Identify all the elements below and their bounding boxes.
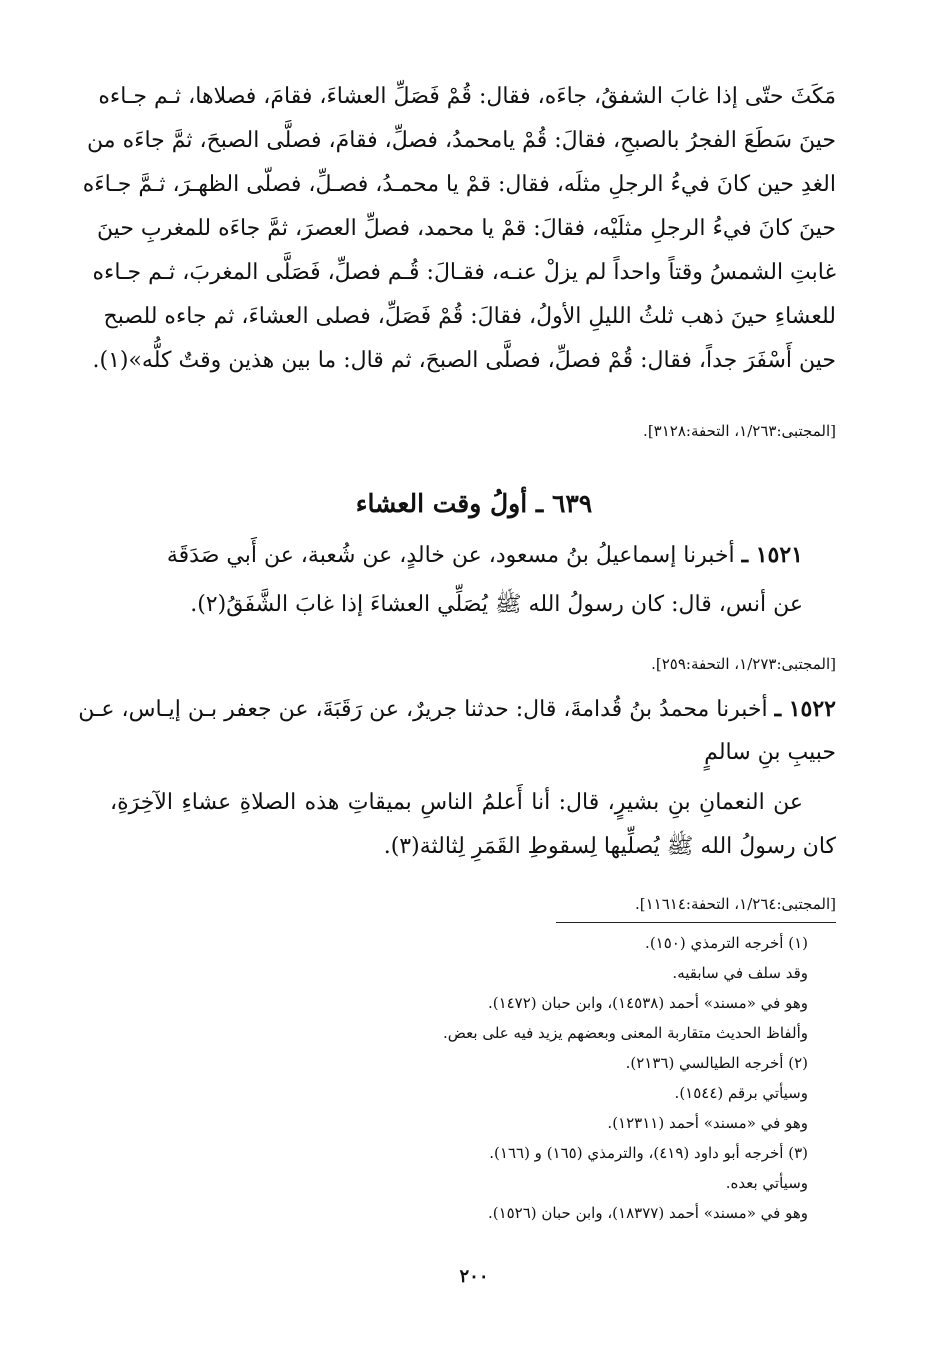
chapter-title: أولُ وقت العشاء	[355, 489, 528, 518]
hadith-isnad-line	[110, 540, 803, 571]
hadith-number: ١٥٢٢ ـ	[774, 696, 836, 722]
footnote-line: (١) أخرجه الترمذي (١٥٠).	[645, 934, 808, 952]
footnote-line: وهو في «مسند» أحمد (١٨٣٧٧)، وابن حبان (١٥٢٦).	[487, 1204, 808, 1222]
footnote-line: وهو في «مسند» أحمد (١٤٥٣٨)، وابن حبان (١٤٧٢).	[487, 994, 808, 1012]
reference-citation: [المجتبى:١/٢٦٤، التحفة:١١٦١٤].	[634, 895, 836, 913]
text-line: مَكَثَ حتّى إذا غابَ الشفقُ، جاءَه، فقال: قُمْ فَصَلِّ العشاءَ، فقامَ، فصلاها، ثـم جـاءه	[98, 84, 836, 109]
footnote-line: وسيأتي برقم (١٥٤٤).	[674, 1084, 808, 1102]
reference-citation: [المجتبى:١/٢٦٣، التحفة:٣١٢٨].	[643, 422, 836, 440]
text-line: حينَ كانَ فيءُ الرجلِ مثلَيْه، فقالَ: قمْ يا محمد، فصلِّ العصرَ، ثمَّ جاءَه للمغربِ حينَ	[96, 216, 836, 241]
footnote-line: (٣) أخرجه أبو داود (٤١٩)، والترمذي (١٦٥) و (١٦٦).	[489, 1144, 808, 1162]
hadith-isnad-line: حبيبِ بنِ سالمٍ	[704, 740, 836, 765]
footnote-line: وقد سلف في سابقيه.	[672, 964, 808, 982]
text-line: حينَ سَطَعَ الفجرُ بالصبحِ، فقالَ: قُمْ يامحمدُ، فصلِّ، فقامَ، فصلَّى الصبحَ، ثمَّ جاءَه من	[87, 128, 836, 153]
footnote-line: وسيأتي بعده.	[725, 1174, 808, 1192]
hadith-isnad-line	[78, 694, 836, 725]
text-line: الغدِ حين كانَ فيءُ الرجلِ مثلَه، فقال: قمْ يا محمـدُ، فصـلِّ، فصلّى الظهـرَ، ثـمَّ جـاءَه	[82, 172, 836, 197]
footnote-line: وهو في «مسند» أحمد (١٢٣١١).	[607, 1114, 808, 1132]
chapter-number: ٦٣٩ ـ	[535, 489, 593, 518]
chapter-heading	[0, 487, 948, 521]
hadith-matn-line: عن النعمانِ بنِ بشيرٍ، قال: أنا أَعلمُ الناسِ بميقاتِ هذه الصلاةِ عشاءِ الآخِرَةِ،	[110, 790, 803, 815]
page-number: ٢٠٠	[459, 1266, 489, 1287]
footnote-line: وألفاظ الحديث متقاربة المعنى وبعضهم يزيد فيه على بعض.	[443, 1024, 808, 1042]
hadith-matn-line: كان رسولُ الله ﷺ يُصلِّيها لِسقوطِ القَمَرِ لِثالثة(٣).	[383, 834, 836, 859]
text-line: للعشاءِ حينَ ذهب ثلثُ الليلِ الأولُ، فقالَ: قُمْ فَصَلِّ، فصلى العشاءَ، ثم جاءه للصبح	[103, 304, 836, 329]
hadith-isnad: أخبرنا إسماعيلُ بنُ مسعود، عن خالدٍ، عن شُعبة، عن أَبي صَدَقَة	[166, 543, 735, 568]
text-line: حين أَسْفَرَ جداً، فقال: قُمْ فصلِّ، فصلَّى الصبحَ، ثم قال: ما بين هذين وقتٌ كلُّه»(١).	[92, 348, 836, 373]
footnote-line: (٢) أخرجه الطيالسي (٢١٣٦).	[625, 1054, 808, 1072]
hadith-matn-line: عن أنس، قال: كان رسولُ الله ﷺ يُصَلِّي العشاءَ إذا غابَ الشَّفَقُ(٢).	[190, 592, 803, 617]
text-line: غابتِ الشمسُ وقتاً واحداً لم يزلْ عنـه، فقـالَ: قُـم فصلِّ، فَصَلَّى المغربَ، ثـم جـاءه	[92, 260, 836, 285]
hadith-isnad: أخبرنا محمدُ بنُ قُدامةَ، قال: حدثنا جريرٌ، عن رَقَبَةَ، عن جعفر بـن إيـاس، عـن	[78, 697, 768, 722]
hadith-number: ١٥٢١ ـ	[741, 542, 803, 568]
reference-citation: [المجتبى:١/٢٧٣، التحفة:٢٥٩].	[651, 655, 836, 673]
footnote-separator	[556, 922, 836, 923]
